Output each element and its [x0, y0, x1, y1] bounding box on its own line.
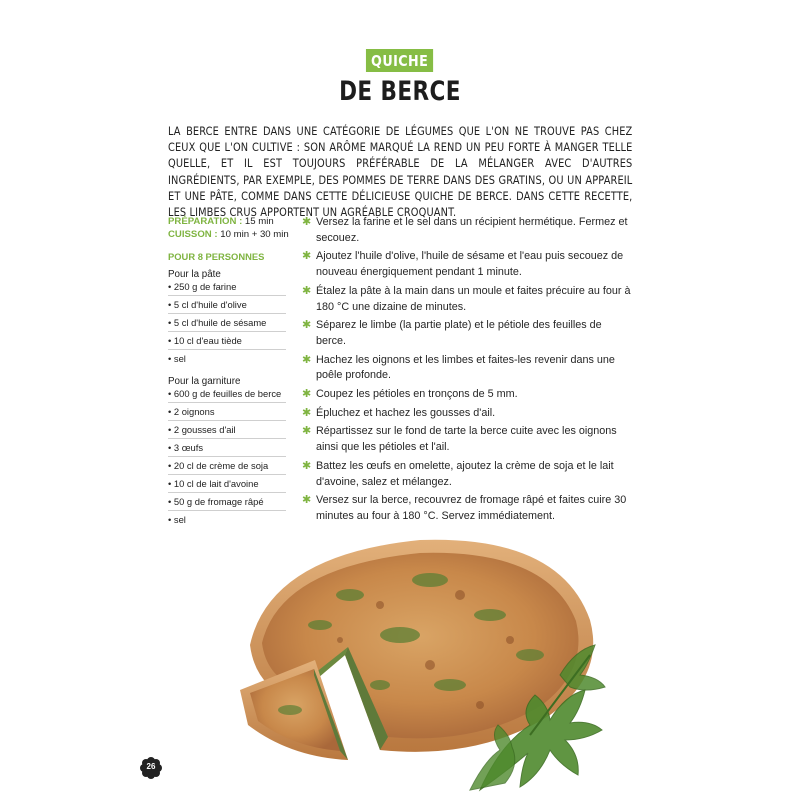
- pate-title: Pour la pâte: [168, 269, 221, 280]
- step-bullet-icon: ✱: [302, 319, 312, 332]
- garniture-title: Pour la garniture: [168, 376, 241, 387]
- recipe-title: DE BERCE: [339, 76, 461, 107]
- step-text: Versez sur la berce, recouvrez de fromage râpé et faites cuire 30 minutes au four à 180 °C. Servez immédiatement.: [316, 494, 627, 522]
- ingredient-item: • 5 cl d'huile d'olive: [168, 296, 286, 314]
- step-bullet-icon: ✱: [302, 425, 312, 438]
- step-text: Étalez la pâte à la main dans un moule et faites précuire au four à 180 °C une dizaine de minutes.: [316, 284, 631, 313]
- cook-value: 10 min + 30 min: [217, 229, 289, 240]
- step-item: [302, 406, 632, 422]
- step-bullet-icon: ✱: [302, 250, 312, 263]
- step-text: Versez la farine et le sel dans un récipient hermétique. Fermez et secouez.: [316, 216, 628, 244]
- intro-text: LA BERCE ENTRE DANS UNE CATÉGORIE DE LÉGUMES QUE L'ON NE TROUVE PAS CHEZ CEUX QUE L'ON CULTIVE : SON ARÔME MARQUÉ LA REND UN PEU FORTE À MANGER TELLE QUELLE, ET IL EST TOUJOURS PRÉFÉRABLE DE LA MÉLANGER AVEC D'AUTRES INGRÉDIENTS, PAR EXEMPLE, DES POMMES DE TERRE DANS DES GRATINS, OU UN APPAREIL ET UNE PÂTE, COMME DANS CETTE DÉLICIEUSE QUICHE DE BERCE. DANS CETTE RECETTE, LES LIMBES CRUS APPORTENT UN AGRÉABLE CROQUANT.: [168, 124, 633, 220]
- prep-label: PRÉPARATION :: [168, 216, 243, 227]
- ingredient-item: • 3 œufs: [168, 439, 286, 457]
- servings-label: POUR 8 PERSONNES: [168, 251, 265, 262]
- step-text: Répartissez sur le fond de tarte la berce cuite avec les oignons ainsi que les pétioles et l'ail.: [316, 425, 617, 454]
- step-text: Coupez les pétioles en tronçons de 5 mm.: [316, 388, 518, 401]
- step-item: [302, 353, 632, 384]
- ingredient-item: • 20 cl de crème de soja: [168, 457, 286, 475]
- ingredient-item: • 10 cl d'eau tiède: [168, 332, 286, 350]
- step-item: [302, 493, 632, 524]
- cook-time: [168, 228, 288, 241]
- step-item: [302, 284, 632, 315]
- ingredient-item: • sel: [168, 353, 186, 364]
- step-item: [302, 215, 632, 246]
- step-item: [302, 459, 632, 490]
- prep-value: 15 min: [242, 216, 274, 227]
- ingredient-item: • 2 oignons: [168, 403, 286, 421]
- category-tag: QUICHE: [366, 49, 433, 72]
- page-badge: [140, 757, 162, 779]
- step-item: [302, 249, 632, 280]
- ingredient-item: • 50 g de fromage râpé: [168, 493, 286, 511]
- page-number: 26: [146, 762, 156, 771]
- step-text: Hachez les oignons et les limbes et faites-les revenir dans une poêle profonde.: [316, 353, 615, 382]
- step-text: Séparez le limbe (la partie plate) et le pétiole des feuilles de berce.: [316, 319, 602, 347]
- quiche-illustration: [230, 525, 610, 795]
- ingredients-column: [168, 215, 288, 528]
- cook-label: CUISSON :: [168, 229, 218, 240]
- step-item: [302, 387, 632, 403]
- prep-time: [168, 215, 288, 228]
- step-bullet-icon: ✱: [302, 388, 312, 401]
- ingredient-item: • 600 g de feuilles de berce: [168, 388, 286, 403]
- ingredient-item: • 5 cl d'huile de sésame: [168, 314, 286, 332]
- step-item: [302, 318, 632, 349]
- step-bullet-icon: ✱: [302, 353, 312, 366]
- intro-paragraph: [168, 123, 632, 220]
- tart-slice: [240, 660, 348, 760]
- step-item: [302, 424, 632, 455]
- ingredient-item: • sel: [168, 514, 186, 525]
- step-bullet-icon: ✱: [302, 459, 312, 472]
- step-text: Ajoutez l'huile d'olive, l'huile de sésame et l'eau puis secouez de nouveau énergiquement pendant 1 minute.: [316, 250, 624, 279]
- ingredient-item: • 250 g de farine: [168, 281, 286, 296]
- step-text: Épluchez et hachez les gousses d'ail.: [316, 406, 496, 419]
- ingredient-item: • 10 cl de lait d'avoine: [168, 475, 286, 493]
- step-bullet-icon: ✱: [302, 494, 312, 507]
- step-bullet-icon: ✱: [302, 406, 312, 419]
- recipe-header: [0, 49, 800, 107]
- step-bullet-icon: ✱: [302, 216, 312, 228]
- step-bullet-icon: ✱: [302, 284, 312, 297]
- step-text: Battez les œufs en omelette, ajoutez la crème de soja et le lait d'avoine, salez et mélangez.: [316, 459, 614, 488]
- steps-list: [302, 215, 632, 528]
- ingredient-item: • 2 gousses d'ail: [168, 421, 286, 439]
